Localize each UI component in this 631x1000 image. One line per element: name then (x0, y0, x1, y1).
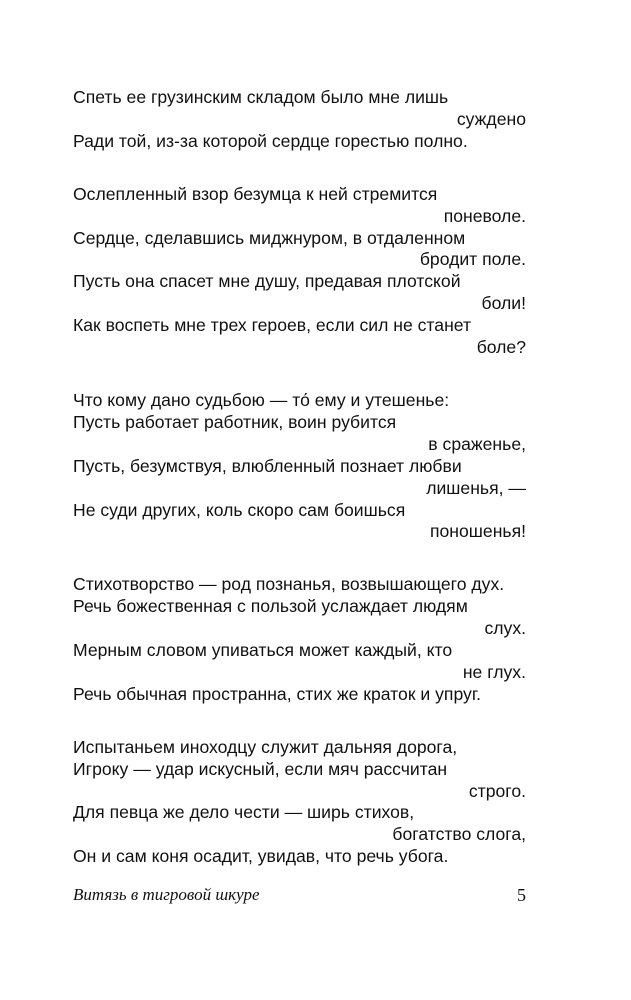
verse-line-continuation: бродит поле. (419, 249, 526, 270)
verse-line-continuation: поношенья! (429, 521, 526, 542)
verse-line-continuation: суждено (456, 108, 526, 129)
verse-line: Речь божественная с пользой услаждает людям (73, 596, 468, 617)
stanza (73, 184, 526, 359)
verse-line-continuation: слух. (484, 618, 526, 639)
verse-line-continuation: не глух. (462, 661, 526, 682)
verse-line-continuation: строго. (468, 780, 526, 801)
verse-line: Он и сам коня осадит, увидав, что речь убога. (73, 846, 449, 867)
stanza (73, 87, 526, 153)
verse-line-continuation: боли! (481, 293, 526, 314)
page-number: 5 (517, 885, 526, 905)
verse-line: Для певца же дело чести — ширь стихов, (73, 802, 415, 823)
verse-line: Игроку — удар искусный, если мяч рассчитан (73, 758, 448, 779)
verse-line: Спеть ее грузинским складом было мне лишь (73, 87, 449, 107)
verse-line: Пусть она спасет мне душу, предавая плотской (73, 271, 461, 292)
verse-line: Мерным словом упиваться может каждый, кто (73, 640, 453, 661)
verse-line: Не суди других, коль скоро сам боишься (73, 499, 406, 520)
verse-line: Что кому дано судьбою — то́ ему и утешенье: (73, 389, 450, 410)
verse-line-continuation: богатство слога, (392, 824, 526, 845)
verse-line: Ослепленный взор безумца к ней стремится (73, 183, 438, 204)
running-title: Витязь в тигровой шкуре (73, 885, 260, 904)
verse-line: Пусть, безумствуя, влюбленный познает любви (73, 455, 462, 476)
verse-line: Стихотворство — род познанья, возвышающего дух. (73, 574, 505, 595)
poem-text (73, 87, 526, 899)
verse-line-continuation: поневоле. (443, 205, 526, 226)
verse-line: Сердце, сделавшись миджнуром, в отдаленном (73, 227, 466, 248)
verse-line: Как воспеть мне трех героев, если сил не станет (73, 315, 472, 336)
verse-line-continuation: лишенья, — (426, 477, 526, 498)
verse-line-continuation: боле? (476, 337, 526, 358)
verse-line: Речь обычная пространна, стих же краток и упруг. (73, 683, 481, 704)
verse-line: Пусть работает работник, воин рубится (73, 411, 397, 432)
verse-line: Ради той, из-за которой сердце горестью полно. (73, 130, 468, 151)
stanza (73, 737, 526, 868)
page-footer (73, 884, 526, 908)
verse-line: Испытаньем иноходцу служит дальняя дорога, (73, 736, 458, 757)
verse-line-continuation: в сраженье, (428, 433, 526, 454)
stanza (73, 574, 526, 705)
stanza (73, 390, 526, 543)
